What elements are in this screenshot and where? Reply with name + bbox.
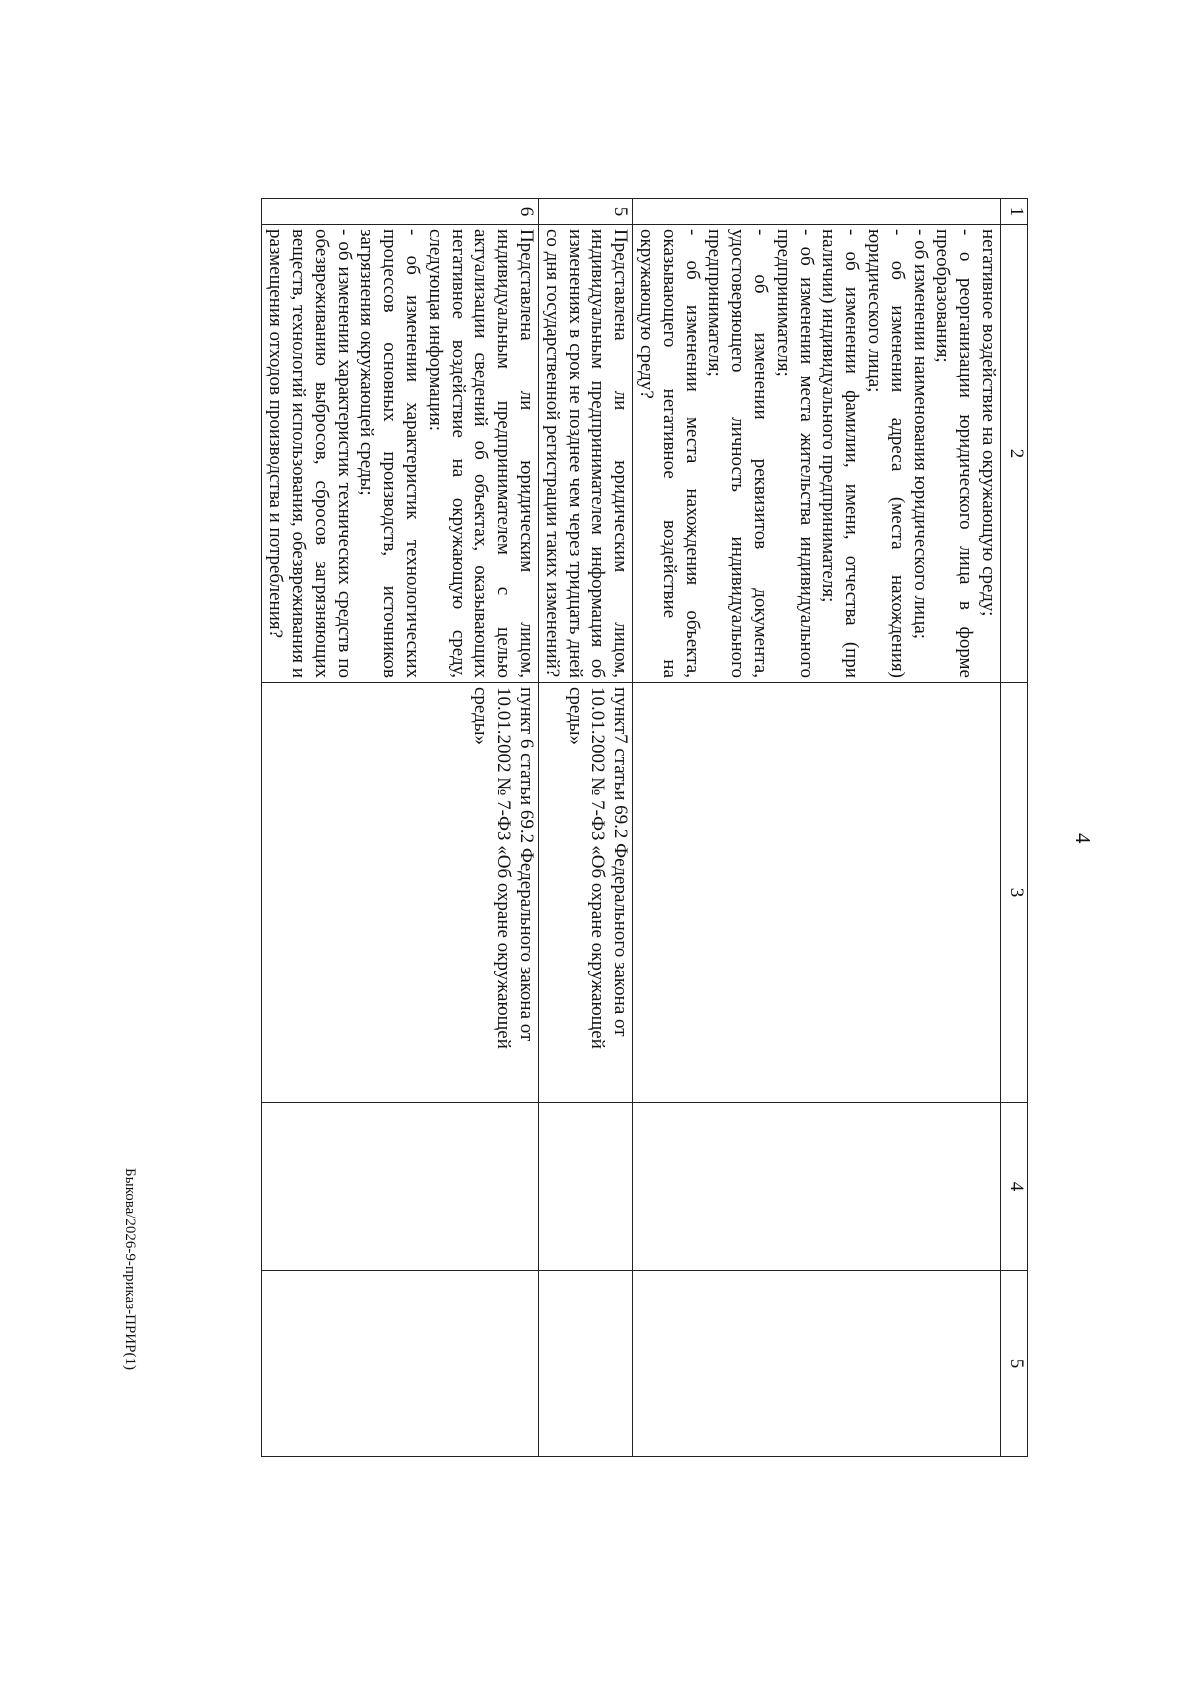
checklist-table bbox=[262, 198, 1029, 1457]
reference-cell: пункт7 статьи 69.2 Федерального закона от 10.01.2002 № 7-ФЗ «Об охране окружающей среды» bbox=[539, 683, 633, 1103]
row-number: 5 bbox=[539, 199, 633, 225]
question-line: - об изменении характеристик технологических процессов основных производств, источников загрязнения окружающей среды; bbox=[356, 229, 424, 678]
table-row bbox=[633, 199, 1001, 1457]
answer-cell[interactable] bbox=[633, 1103, 1001, 1271]
question-line: Представлена ли юридическим лицом, индивидуальным предпринимателем с целью актуализации сведений об объектах, оказывающих негативное воздействие на окружающую среду, следующая информация: bbox=[424, 229, 538, 678]
table-row bbox=[539, 199, 633, 1457]
header-col-3: 3 bbox=[1001, 683, 1028, 1103]
question-line: - об изменении реквизитов документа, удостоверяющего личность индивидуального предпринимателя; bbox=[704, 229, 772, 678]
question-cell bbox=[539, 225, 633, 683]
question-line: - об изменении места нахождения объекта, оказывающего негативное воздействие на окружающую среду? bbox=[636, 229, 703, 678]
question-cell bbox=[262, 225, 539, 683]
document-footer-reference: Быкова/2026-9-приказ-ПРИР(1) bbox=[122, 1168, 138, 1370]
question-line: - о реорганизации юридического лица в форме преобразования; bbox=[932, 229, 977, 678]
question-line: - об изменении места жительства индивидуального предпринимателя; bbox=[772, 229, 817, 678]
header-col-1: 1 bbox=[1001, 199, 1028, 225]
question-line: - об изменении характеристик технических средств по обезвреживанию выбросов, сбросов загрязняющих веществ, технологий использования, обезвреживания и размещения отходов производства и потребления? bbox=[265, 229, 355, 678]
question-line: - об изменении адреса (места нахождения) юридического лица; bbox=[864, 229, 908, 678]
question-line: - об изменении фамилии, имени, отчества (при наличии) индивидуального предпринимателя; bbox=[818, 229, 863, 678]
header-col-5: 5 bbox=[1001, 1271, 1028, 1457]
table-row bbox=[262, 199, 539, 1457]
reference-cell: пункт 6 статьи 69.2 Федерального закона от 10.01.2002 № 7-ФЗ «Об охране окружающей среды» bbox=[262, 683, 539, 1103]
header-col-4: 4 bbox=[1001, 1103, 1028, 1271]
question-line: Представлена ли юридическим лицом, индивидуальным предпринимателем информация об изменениях в срок не позднее чем через тридцать дней со дня государственной регистрации таких изменений? bbox=[541, 229, 632, 678]
answer-cell[interactable] bbox=[539, 1103, 633, 1271]
note-cell[interactable] bbox=[262, 1271, 539, 1457]
reference-cell bbox=[633, 683, 1001, 1103]
header-row bbox=[1001, 199, 1028, 1457]
note-cell[interactable] bbox=[539, 1271, 633, 1457]
question-line: негативное воздействие на окружающую среду; bbox=[978, 229, 999, 617]
header-col-2: 2 bbox=[1001, 225, 1028, 683]
note-cell[interactable] bbox=[633, 1271, 1001, 1457]
question-cell bbox=[633, 225, 1001, 683]
question-line: - об изменении наименования юридического лица; bbox=[909, 229, 931, 640]
page-number: 4 bbox=[1071, 833, 1095, 844]
row-number bbox=[633, 199, 1001, 225]
row-number: 6 bbox=[262, 199, 539, 225]
answer-cell[interactable] bbox=[262, 1103, 539, 1271]
rotated-page bbox=[100, 98, 1100, 1598]
